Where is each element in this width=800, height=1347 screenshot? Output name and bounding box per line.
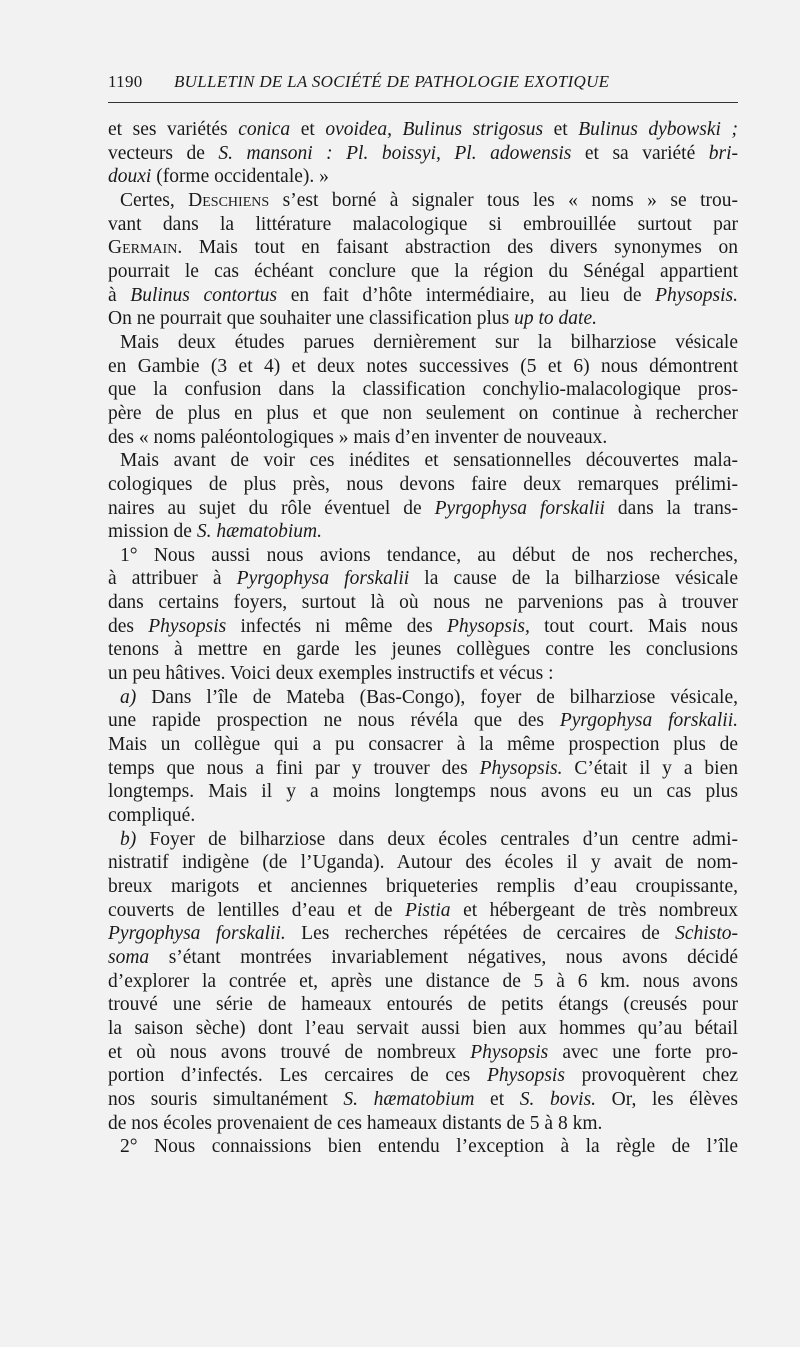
- text-line: [108, 1041, 738, 1065]
- text-line: [108, 946, 738, 970]
- text-segment: père de plus en plus et que non seulement on continue à rechercher: [108, 402, 738, 424]
- text-line: [108, 1064, 738, 1088]
- italic-text: Bulinus contortus: [130, 284, 278, 306]
- text-line: [108, 899, 738, 923]
- running-title: BULLETIN DE LA SOCIÉTÉ DE PATHOLOGIE EXOTIQUE: [174, 72, 610, 91]
- text-segment: et: [543, 119, 579, 140]
- italic-text: douxi: [108, 166, 152, 188]
- text-segment: cologiques de plus près, nous devons faire deux remarques prélimi-: [108, 473, 738, 495]
- italic-text: b): [120, 828, 137, 850]
- text-line: [108, 236, 738, 260]
- text-segment: dans la trans-: [604, 497, 738, 519]
- text-line: [108, 544, 738, 568]
- text-segment: et: [290, 119, 326, 140]
- text-segment: tenons à mettre en garde les jeunes collègues contre les conclusions: [108, 639, 738, 661]
- text-segment: à attribuer à: [108, 568, 237, 590]
- text-segment: en Gambie (3 et 4) et deux notes successives (5 et 6) nous démontrent: [108, 355, 738, 377]
- italic-text: Physopsis.: [655, 284, 739, 306]
- text-segment: que la confusion dans la classification conchylio-malacologique pros-: [108, 379, 738, 401]
- italic-text: bri-: [708, 142, 738, 164]
- text-line: [108, 402, 738, 426]
- italic-text: Physopsis,: [446, 615, 530, 637]
- italic-text: Pistia: [405, 899, 451, 921]
- text-segment: provoquèrent chez: [564, 1065, 738, 1087]
- page-number: 1190: [108, 72, 143, 91]
- text-line: [108, 922, 738, 946]
- italic-text: Pyrgophysa forskalii: [434, 497, 605, 519]
- text-segment: la cause de la bilharziose vésicale: [409, 568, 738, 590]
- text-segment: compliqué.: [108, 805, 196, 827]
- italic-text: Pyrgophysa forskalii: [236, 568, 410, 590]
- text-line: [108, 828, 738, 852]
- text-line: [108, 378, 738, 402]
- text-segment: Les recherches répétées de cercaires de: [285, 923, 676, 945]
- text-segment: nistratif indigène (de l’Uganda). Autour des écoles il y avait de nom-: [108, 852, 738, 874]
- text-line: [108, 970, 738, 994]
- text-segment: dans certains foyers, surtout là où nous ne parvenions pas à trouver: [108, 592, 738, 614]
- text-segment: la saison sèche) dont l’eau servait aussi bien aux hommes qu’au bétail: [108, 1017, 738, 1039]
- italic-text: S. bovis.: [519, 1088, 597, 1110]
- text-segment: d’explorer la contrée et, après une distance de 5 à 6 km. nous avons: [108, 970, 738, 992]
- text-line: [108, 260, 738, 284]
- text-line: [108, 615, 738, 639]
- text-line: [108, 804, 738, 828]
- text-segment: infectés ni même des: [226, 615, 447, 637]
- text-segment: une rapide prospection ne nous révéla que des: [108, 710, 560, 732]
- text-line: [108, 686, 738, 710]
- text-segment: vant dans la littérature malacologique si embrouillée surtout par: [108, 213, 738, 235]
- text-line: [108, 497, 738, 521]
- italic-text: Physopsis: [486, 1065, 565, 1087]
- text-line: [108, 638, 738, 662]
- text-segment: avec une forte pro-: [548, 1041, 738, 1063]
- text-line: [108, 355, 738, 379]
- text-line: [108, 591, 738, 615]
- text-line: [108, 189, 738, 213]
- text-line: [108, 662, 738, 686]
- italic-text: S. hæmatobium.: [196, 521, 322, 543]
- italic-text: Pyrgophysa forskalii.: [108, 923, 286, 945]
- text-line: [108, 1135, 738, 1159]
- text-segment: (forme occidentale). »: [151, 166, 329, 188]
- text-segment: à: [108, 284, 131, 306]
- text-segment: Mais avant de voir ces inédites et sensationnelles découvertes mala-: [120, 450, 738, 472]
- text-line: [108, 875, 738, 899]
- text-segment: On ne pourrait que souhaiter une classification plus: [108, 308, 515, 330]
- italic-text: soma: [108, 946, 150, 968]
- italic-text: Physopsis: [148, 615, 227, 637]
- italic-text: Bulinus dybowski ;: [578, 119, 738, 140]
- text-segment: des: [108, 615, 149, 637]
- author-name: Germain: [108, 237, 178, 259]
- text-line: [108, 449, 738, 473]
- text-segment: nos souris simultanément: [108, 1088, 344, 1110]
- text-segment: portion d’infectés. Les cercaires de ces: [108, 1065, 487, 1087]
- text-line: [108, 284, 738, 308]
- text-segment: Mais deux études parues dernièrement sur la bilharziose vésicale: [120, 331, 738, 353]
- italic-text: Schisto-: [675, 923, 738, 945]
- text-line: [108, 331, 738, 355]
- text-segment: Foyer de bilharziose dans deux écoles centrales d’un centre admi-: [136, 828, 738, 850]
- text-segment: des « noms paléontologiques » mais d’en inventer de nouveaux.: [108, 426, 608, 448]
- text-segment: 1° Nous aussi nous avions tendance, au début de nos recherches,: [120, 544, 738, 566]
- header-rule: [108, 102, 738, 103]
- italic-text: ovoidea, Bulinus strigosus: [325, 119, 544, 140]
- text-segment: couverts de lentilles d’eau et de: [108, 899, 406, 921]
- text-segment: 2° Nous connaissions bien entendu l’exception à la règle de l’île: [120, 1136, 738, 1158]
- text-line: [108, 142, 738, 166]
- text-segment: et sa variété: [571, 142, 709, 164]
- text-line: [108, 213, 738, 237]
- italic-text: Physopsis.: [479, 757, 563, 779]
- text-line: [108, 1017, 738, 1041]
- text-segment: et: [474, 1088, 520, 1110]
- text-segment: vecteurs de: [108, 142, 219, 164]
- text-segment: naires au sujet du rôle éventuel de: [108, 497, 435, 519]
- text-segment: et hébergeant de très nombreux: [450, 899, 738, 921]
- text-segment: . Mais tout en faisant abstraction des divers synonymes on: [177, 237, 738, 259]
- text-segment: s’est borné à signaler tous les « noms » se trou-: [269, 189, 738, 211]
- text-line: [108, 780, 738, 804]
- text-line: [108, 1088, 738, 1112]
- text-line: [108, 118, 738, 142]
- text-segment: pourrait le cas échéant conclure que la région du Sénégal appartient: [108, 260, 738, 282]
- text-segment: et où nous avons trouvé de nombreux: [108, 1041, 471, 1063]
- text-segment: trouvé une série de hameaux entourés de petits étangs (creusés pour: [108, 994, 738, 1016]
- text-line: [108, 709, 738, 733]
- text-line: [108, 165, 738, 189]
- text-line: [108, 567, 738, 591]
- text-line: [108, 757, 738, 781]
- text-line: [108, 1112, 738, 1136]
- text-segment: en fait d’hôte intermédiaire, au lieu de: [277, 284, 656, 306]
- text-segment: de nos écoles provenaient de ces hameaux distants de 5 à 8 km.: [108, 1112, 603, 1134]
- text-line: [108, 520, 738, 544]
- text-segment: Certes,: [120, 189, 189, 211]
- text-segment: Dans l’île de Mateba (Bas-Congo), foyer de bilharziose vésicale,: [136, 686, 738, 708]
- italic-text: S. mansoni : Pl. boissyi, Pl. adowensis: [218, 142, 572, 164]
- text-segment: mission de: [108, 521, 197, 543]
- italic-text: conica: [238, 119, 291, 140]
- text-line: [108, 426, 738, 450]
- text-segment: tout court. Mais nous: [529, 615, 738, 637]
- text-line: [108, 307, 738, 331]
- text-segment: et ses variétés: [108, 119, 239, 140]
- text-line: [108, 993, 738, 1017]
- text-segment: longtemps. Mais il y a moins longtemps nous avons eu un cas plus: [108, 781, 738, 803]
- text-segment: C’était il y a bien: [562, 757, 738, 779]
- italic-text: Physopsis: [470, 1041, 549, 1063]
- italic-text: a): [120, 686, 137, 708]
- text-segment: Or, les élèves: [596, 1088, 738, 1110]
- body-text: [108, 118, 738, 1159]
- text-line: [108, 851, 738, 875]
- italic-text: up to date.: [514, 308, 598, 330]
- text-segment: s’étant montrées invariablement négatives, nous avons décidé: [149, 946, 738, 968]
- text-segment: un peu hâtives. Voici deux exemples instructifs et vécus :: [108, 663, 554, 685]
- italic-text: S. hæmatobium: [343, 1088, 475, 1110]
- text-segment: temps que nous a fini par y trouver des: [108, 757, 480, 779]
- text-line: [108, 473, 738, 497]
- text-segment: Mais un collègue qui a pu consacrer à la même prospection plus de: [108, 734, 738, 756]
- text-segment: breux marigots et anciennes briqueteries remplis d’eau croupissante,: [108, 876, 738, 897]
- text-line: [108, 733, 738, 757]
- author-name: Deschiens: [188, 189, 270, 211]
- italic-text: Pyrgophysa forskalii.: [559, 710, 738, 732]
